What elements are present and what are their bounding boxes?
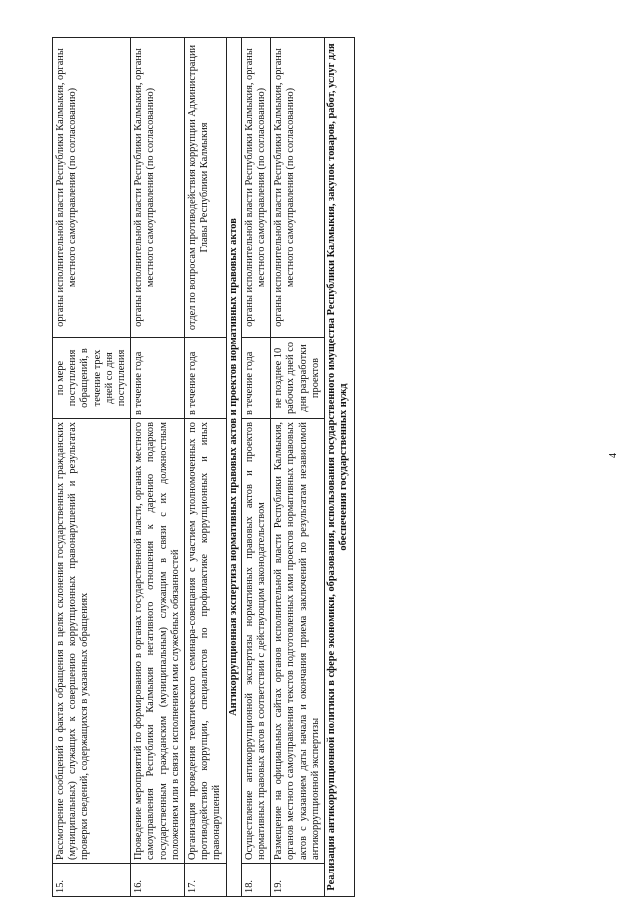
row-number: 15. <box>53 864 131 897</box>
table-row <box>241 38 270 897</box>
action-plan-table <box>52 37 355 897</box>
term-text: в течение года <box>131 338 185 419</box>
table-row <box>185 38 227 897</box>
row-number: 18. <box>241 864 270 897</box>
table-row <box>131 38 185 897</box>
table-row <box>271 38 325 897</box>
event-text: Проведение мероприятий по формированию в органах государственной власти, органах местного самоуправления Республики Калмыкия негативного отношения к дарению подарков государственным гражданским (муниципальным) служащим в связи с их должностным положением или в связи с исполнением ими служебных обязанностей <box>131 419 185 864</box>
executor-text: органы исполнительной власти Республики Калмыкия, органы местного самоуправления (по согласованию) <box>271 38 325 338</box>
term-text: в течение года <box>241 338 270 419</box>
row-number: 19. <box>271 864 325 897</box>
executor-text: органы исполнительной власти Республики Калмыкия, органы местного самоуправления (по согласованию) <box>241 38 270 338</box>
term-text: по мере поступления обращений, в течение трех дней со дня поступления <box>53 338 131 419</box>
row-number: 17. <box>185 864 227 897</box>
page-number: 4 <box>608 453 619 458</box>
section-header-row <box>226 38 241 897</box>
section-title: Реализация антикоррупционной политики в сфере экономики, образования, использования государственного имущества Республики Калмыкия, закупок товаров, работ, услуг для обеспечения государственных нужд <box>325 38 355 897</box>
event-text: Организация проведения тематического семинара-совещания с участием уполномоченных по противодействию коррупции, специалистов по профилактике коррупционных и иных правонарушений <box>185 419 227 864</box>
executor-text: отдел по вопросам противодействия коррупции Администрации Главы Республики Калмыкия <box>185 38 227 338</box>
table-row <box>53 38 131 897</box>
section-title: Антикоррупционная экспертиза нормативных правовых актов и проектов нормативных правовых актов <box>226 38 241 897</box>
term-text: в течение года <box>185 338 227 419</box>
section-header-row <box>325 38 355 897</box>
term-text: не позднее 10 рабочих дней со дня разработки проектов <box>271 338 325 419</box>
row-number: 16. <box>131 864 185 897</box>
event-text: Размещение на официальных сайтах органов исполнительной власти Республики Калмыкия, органов местного самоуправления текстов подготовленных ими проектов нормативных правовых актов с указанием даты начала и окончания приема заключений по результатам независимой антикоррупционной экспертизы <box>271 419 325 864</box>
executor-text: органы исполнительной власти Республики Калмыкия, органы местного самоуправления (по согласованию) <box>131 38 185 338</box>
executor-text: органы исполнительной власти Республики Калмыкия, органы местного самоуправления (по согласованию) <box>53 38 131 338</box>
event-text: Рассмотрение сообщений о фактах обращения в целях склонения государственных гражданских (муниципальных) служащих к совершению коррупционных правонарушений и результатах проверки сведений, содержащихся в указанных обращениях <box>53 419 131 864</box>
event-text: Осуществление антикоррупционной экспертизы нормативных правовых актов и проектов нормативных правовых актов в соответствии с действующим законодательством <box>241 419 270 864</box>
